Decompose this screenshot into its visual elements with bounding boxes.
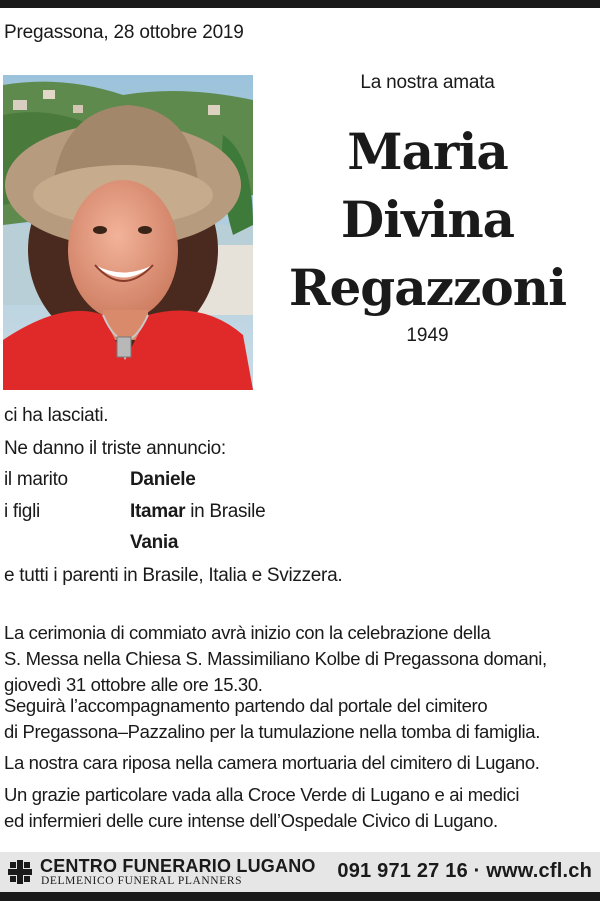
burial-paragraph xyxy=(4,693,600,745)
intro-text: La nostra amata xyxy=(360,72,495,93)
left-us-text: ci ha lasciati. xyxy=(4,405,109,426)
funeral-home-contact: 091 971 27 16 · www.cfl.ch xyxy=(337,860,592,882)
funeral-home-subtitle: DELMENICO FUNERAL PLANNERS xyxy=(41,875,243,887)
burial-line: Seguirà l’accompagnamento partendo dal portale del cimitero xyxy=(4,695,488,716)
child-2 xyxy=(130,532,178,554)
name-line-middle: Divina xyxy=(340,190,515,249)
husband-label: il marito xyxy=(4,469,68,490)
deceased-name xyxy=(255,118,600,322)
rest-line: La nostra cara riposa nella camera mortuaria del cimitero di Lugano. xyxy=(4,752,540,773)
footer-bottom-rule xyxy=(0,892,600,901)
place-date: Pregassona, 28 ottobre 2019 xyxy=(4,22,244,43)
announce-intro: Ne danno il triste annuncio: xyxy=(4,438,226,459)
other-relatives: e tutti i parenti in Brasile, Italia e Svizzera. xyxy=(4,565,343,586)
top-rule xyxy=(0,0,600,8)
husband-name-bold: Daniele xyxy=(130,469,196,490)
ceremony-line: La cerimonia di commiato avrà inizio con la celebrazione della xyxy=(4,622,491,643)
birth-year: 1949 xyxy=(406,325,449,346)
portrait-photo xyxy=(3,75,253,390)
husband-name xyxy=(130,469,196,491)
child-1 xyxy=(130,501,265,523)
rest-paragraph xyxy=(4,750,600,776)
ceremony-line: S. Messa nella Chiesa S. Massimiliano Kolbe di Pregassona domani, xyxy=(4,648,547,669)
child-1-name: Itamar xyxy=(130,501,186,522)
ceremony-line: giovedì 31 ottobre alle ore 15.30. xyxy=(4,674,263,695)
thanks-line: ed infermieri delle cure intense dell’Ospedale Civico di Lugano. xyxy=(4,810,498,831)
ceremony-paragraph xyxy=(4,620,600,698)
name-line-last: Regazzoni xyxy=(288,258,567,317)
name-line-first: Maria xyxy=(347,122,508,181)
child-1-note: in Brasile xyxy=(185,501,266,522)
children-label: i figli xyxy=(4,501,40,522)
burial-line: di Pregassona–Pazzalino per la tumulazione nella tomba di famiglia. xyxy=(4,721,540,742)
funeral-home-name: CENTRO FUNERARIO LUGANO xyxy=(40,856,316,876)
cross-emblem-icon xyxy=(6,858,34,886)
thanks-line: Un grazie particolare vada alla Croce Verde di Lugano e ai medici xyxy=(4,784,520,805)
thanks-paragraph xyxy=(4,782,600,834)
child-2-name: Vania xyxy=(130,532,179,553)
